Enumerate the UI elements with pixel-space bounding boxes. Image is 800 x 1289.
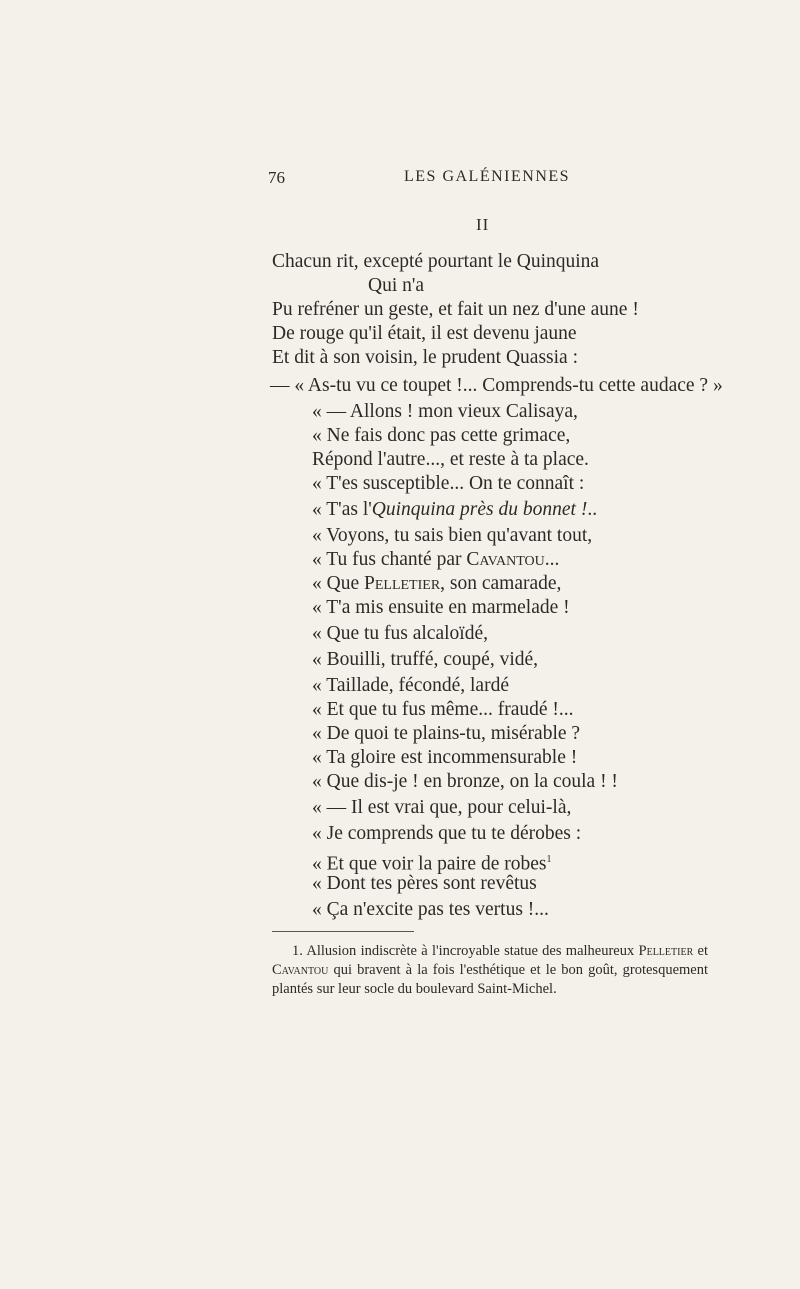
text-run: « Et que voir la paire de robes: [312, 853, 547, 875]
poem-line: De rouge qu'il était, il est devenu jaune: [272, 323, 577, 344]
poem-line: « De quoi te plains-tu, misérable ?: [312, 723, 581, 744]
poem-line: « T'a mis ensuite en marmelade !: [312, 597, 570, 618]
page-number: 76: [268, 168, 285, 187]
poem-line: [312, 572, 561, 596]
poem-line: Répond l'autre..., et reste à ta place.: [312, 449, 589, 470]
footnote-marker: 1: [546, 854, 552, 865]
poem-line: « Et que tu fus même... fraudé !...: [312, 699, 574, 720]
poem-line: « Voyons, tu sais bien qu'avant tout,: [312, 525, 593, 546]
poem-line: « — Allons ! mon vieux Calisaya,: [312, 401, 578, 422]
text-run: 1. Allusion indiscrète à l'incroyable statue des malheureux: [292, 943, 639, 959]
small-caps-name: Cavantou: [466, 549, 545, 570]
text-run: ...: [544, 549, 560, 570]
footnote-text: [272, 942, 708, 999]
poem-line: « Ça n'excite pas tes vertus !...: [312, 899, 549, 920]
poem-line: — « As-tu vu ce toupet !... Comprends-tu cette audace ? »: [270, 375, 723, 396]
poem-line: « T'es susceptible... On te connaît :: [312, 473, 585, 494]
small-caps-name: Cavantou: [272, 962, 329, 978]
poem-line: Qui n'a: [368, 275, 425, 296]
section-number: II: [476, 215, 490, 234]
text-run: ..: [587, 499, 598, 520]
italic-text: Quinquina près du bonnet !: [371, 499, 588, 520]
poem-line: [312, 498, 597, 522]
poem-line: Pu refréner un geste, et fait un nez d'une aune !: [272, 299, 639, 320]
poem-line: « Ne fais donc pas cette grimace,: [312, 425, 571, 446]
poem-line: « — Il est vrai que, pour celui-là,: [312, 797, 572, 818]
poem-line: « Taillade, fécondé, lardé: [312, 675, 509, 696]
text-run: , son camarade,: [440, 573, 562, 594]
footnote-rule: [272, 931, 414, 932]
poem-line: « Ta gloire est incommensurable !: [312, 747, 578, 768]
poem-line: « Que dis-je ! en bronze, on la coula ! !: [312, 771, 618, 792]
text-run: « Tu fus chanté par: [312, 549, 467, 570]
text-run: et: [693, 943, 708, 959]
poem-line: « Dont tes pères sont revêtus: [312, 873, 537, 894]
footnote: [272, 942, 708, 999]
poem-line: « Je comprends que tu te dérobes :: [312, 823, 582, 844]
poem-line: « Bouilli, truffé, coupé, vidé,: [312, 649, 539, 670]
poem-line: [312, 548, 559, 572]
poem-line: Et dit à son voisin, le prudent Quassia :: [272, 347, 579, 368]
poem-line: « Que tu fus alcaloïdé,: [312, 623, 488, 644]
text-run: « Que: [312, 573, 364, 594]
text-run: qui bravent à la fois l'esthétique et le bon goût, grotesquement plantés sur leur socle du boulevard Saint-Michel.: [272, 962, 708, 997]
small-caps-name: Pelletier: [364, 573, 441, 594]
page-header: [268, 168, 688, 192]
small-caps-name: Pelletier: [638, 943, 694, 959]
running-title: LES GALÉNIENNES: [404, 168, 571, 185]
poem-line: Chacun rit, excepté pourtant le Quinquina: [272, 251, 600, 272]
text-run: « T'as l': [312, 499, 372, 520]
